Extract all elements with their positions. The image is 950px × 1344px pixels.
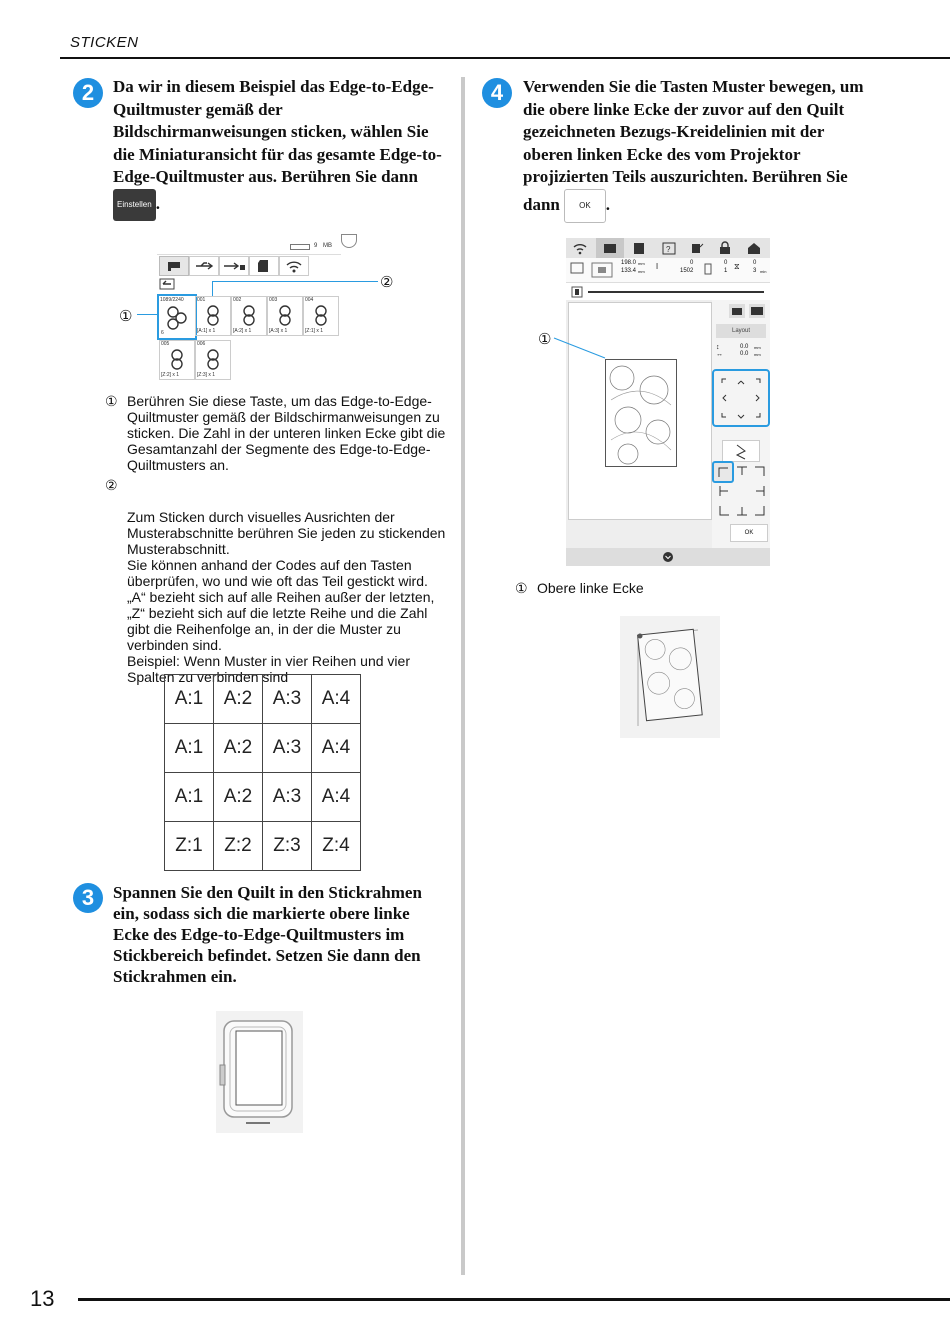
table-cell: A:2: [214, 724, 263, 773]
color-current: 0: [724, 260, 728, 266]
table-cell: A:1: [165, 724, 214, 773]
needle-icon: ǀ: [656, 262, 659, 271]
thumbnail-label: [A:2] x 1: [233, 328, 252, 334]
step-2-text: Da wir in diesem Beispiel das Edge-to-Edge-Quiltmuster gemäß der Bildschirmanweisungen sticken, wählen Sie die Miniaturansicht für das gesamte Edge-to-Edge-Quiltmuster aus. Berühren Sie dann: [113, 77, 442, 186]
wifi-icon[interactable]: [572, 241, 588, 255]
offset-x-unit: mm: [754, 352, 761, 357]
corner-bottom-left-icon[interactable]: [716, 503, 732, 519]
table-cell: A:1: [165, 773, 214, 822]
quilt-pattern-icon: [276, 304, 294, 326]
sd-card-icon: [250, 257, 278, 275]
info-row: [566, 258, 770, 283]
callout-1: ①: [119, 308, 133, 325]
thumbnail-row-1: [157, 294, 341, 338]
tab-sd-card[interactable]: [249, 256, 279, 276]
thumbnail-004[interactable]: [303, 296, 339, 336]
table-cell: Z:3: [263, 822, 312, 871]
hourglass-icon: ⧖: [734, 262, 740, 271]
stitch-total: 1502: [680, 268, 694, 274]
thumbnail-label: [A:1] x 1: [197, 328, 216, 334]
note-1-text: Berühren Sie diese Taste, um das Edge-to-Edge-Quiltmuster gemäß der Bildschirmanweisungen zu sticken. Die Zahl in der unteren linken Ecke gibt die Gesamtanzahl der Segmente des Edge-to-Edge-Quiltmusters an.: [127, 393, 446, 473]
thumbnail-code: 001: [197, 297, 206, 303]
time-current: 0: [753, 260, 757, 266]
document-icon[interactable]: [632, 242, 646, 255]
callout-1-step4: ①: [538, 331, 552, 348]
offset-x-value: 0.0: [740, 351, 749, 357]
thumbnail-003[interactable]: [267, 296, 303, 336]
table-cell: A:1: [165, 675, 214, 724]
stitch-current: 0: [690, 260, 694, 266]
time-unit: min: [760, 269, 767, 274]
table-cell: Z:2: [214, 822, 263, 871]
tab-usb-2[interactable]: [219, 256, 249, 276]
projected-pattern-icon: [620, 616, 720, 738]
back-icon[interactable]: [159, 278, 175, 290]
svg-text:?: ?: [666, 245, 671, 254]
thumbnail-label: [Z:1] x 1: [305, 328, 324, 334]
projector-button[interactable]: [749, 304, 765, 318]
middle-right-icon[interactable]: [752, 483, 768, 499]
memory-gauge-icon: [290, 244, 310, 250]
zigzag-icon: [723, 441, 759, 461]
step-3-text: Spannen Sie den Quilt in den Stickrahmen ein, sodass sich die markierte obere linke Ecke des Edge-to-Edge-Quiltmusters im Stickbereich befindet. Setzen Sie dann den Stickrahmen ein.: [113, 883, 422, 986]
einstellen-button[interactable]: Einstellen: [113, 189, 156, 222]
chevron-down-icon[interactable]: [341, 234, 357, 248]
stitch-progress-bar[interactable]: [588, 291, 764, 293]
quilt-pattern-icon: [168, 348, 186, 370]
thumbnail-005[interactable]: [159, 340, 195, 380]
top-center-icon[interactable]: [734, 463, 750, 479]
corner-bottom-right-icon[interactable]: [752, 503, 768, 519]
note-step4-number: ①: [515, 580, 528, 596]
offset-y-value: 0.0: [740, 344, 749, 350]
usb-lock-icon: [220, 257, 248, 275]
stitch-bar-icon: [570, 286, 584, 298]
pattern-selection-screen: [157, 238, 341, 383]
step-4-text: Verwenden Sie die Tasten Muster bewegen, um die obere linke Ecke der zuvor auf den Quilt gezeichneten Bezugs-Kreidelinien mit der oberen linken Ecke des vom Projektor projizierten Teils auszurichten. Berühren Sie dann: [523, 77, 864, 214]
chevron-down-icon[interactable]: [662, 551, 674, 563]
step-4-instruction: [523, 76, 868, 223]
page-number: 13: [30, 1286, 55, 1311]
thread-icon[interactable]: [690, 242, 704, 255]
header-rule: [60, 57, 950, 59]
embroidery-area: [568, 302, 712, 520]
callout-1-step4-line: [553, 336, 608, 361]
note-2: [105, 477, 450, 701]
table-cell: A:2: [214, 675, 263, 724]
table-cell: A:3: [263, 773, 312, 822]
wifi-icon: [280, 257, 308, 275]
width-value: 198.0: [621, 260, 637, 266]
section-header: STICKEN: [70, 34, 139, 51]
embroidery-frame-illustration: [216, 1011, 303, 1133]
table-cell: A:4: [312, 675, 361, 724]
camera-view-button[interactable]: [729, 304, 745, 318]
table-cell: Z:1: [165, 822, 214, 871]
step-2-instruction: [113, 76, 453, 221]
ok-button[interactable]: OK: [564, 189, 606, 224]
offset-y-unit: mm: [754, 345, 761, 350]
home-icon[interactable]: [747, 241, 761, 255]
tab-wireless[interactable]: [279, 256, 309, 276]
table-cell: A:3: [263, 724, 312, 773]
usb-icon: [190, 257, 218, 275]
note-step4: [515, 580, 815, 596]
thumbnail-full-pattern[interactable]: [157, 294, 197, 340]
thumbnail-label: [Z:2] x 1: [161, 372, 180, 378]
table-row: [165, 675, 361, 724]
corner-top-left-icon: [714, 463, 732, 481]
note-1: [105, 393, 450, 473]
middle-left-icon[interactable]: [716, 483, 732, 499]
horizontal-arrow-icon: ↔: [716, 351, 723, 358]
lock-icon[interactable]: [718, 241, 732, 255]
callout-2: ②: [380, 274, 394, 291]
table-row: [165, 724, 361, 773]
table-row: [165, 773, 361, 822]
stitch-direction-button[interactable]: [722, 440, 760, 462]
tab-machine-memory[interactable]: [159, 256, 189, 276]
thumbnail-code: 003: [269, 297, 278, 303]
callout-2-line: [212, 281, 378, 282]
hoop-icon: [590, 261, 614, 279]
memory-unit: MB: [323, 243, 332, 249]
spool-icon: [704, 263, 712, 275]
status-bar: [157, 238, 341, 255]
frame-size-icon: [570, 261, 584, 275]
row-order-table: [164, 674, 361, 871]
color-total: 1: [724, 268, 728, 274]
table-cell: A:3: [263, 675, 312, 724]
layout-screen: [566, 238, 770, 566]
step-4-badge: 4: [482, 78, 512, 108]
move-arrows-icon: [714, 371, 768, 425]
table-cell: Z:4: [312, 822, 361, 871]
thumbnail-002[interactable]: [231, 296, 267, 336]
note-step4-text: Obere linke Ecke: [537, 580, 644, 596]
segment-count: 6: [161, 330, 164, 336]
flower-pattern-icon: [606, 360, 676, 466]
top-toolbar: [566, 238, 770, 258]
thumbnail-code: 004: [305, 297, 314, 303]
pattern-preview: [605, 359, 677, 467]
bottom-center-icon[interactable]: [734, 503, 750, 519]
move-pattern-keys: [712, 369, 770, 427]
thumbnail-code: 006: [197, 341, 206, 347]
top-left-corner-button[interactable]: [712, 461, 734, 483]
screen-ok-button[interactable]: OK: [730, 524, 768, 542]
layout-button[interactable]: Layout: [716, 324, 766, 338]
step-2-trailing: .: [155, 193, 160, 213]
thumbnail-code: 1089/2240: [160, 297, 184, 303]
thumbnail-001[interactable]: [195, 296, 231, 336]
thumbnail-label: [A:3] x 1: [269, 328, 288, 334]
quilt-pattern-icon: [165, 304, 189, 330]
note-2-text: Zum Sticken durch visuelles Ausrichten der Musterabschnitte berühren Sie jeden zu stickenden Musterabschnitt. Sie können anhand der Codes auf den Tasten überprüfen, wo und wie oft das Teil gestickt wird. „A“ bezieht sich auf alle Reihen außer der letzten, „Z“ bezieht sich auf die letzte Reihe und die Zahl gibt die Reihenfolge an, in der die Muster zu verbinden sind. Beispiel: Wenn Muster in vier Reihen und vier Spalten zu verbinden sind: [127, 509, 446, 685]
vertical-arrow-icon: ↕: [716, 344, 720, 351]
column-divider: [461, 77, 465, 1275]
sewing-machine-icon: [160, 257, 188, 275]
width-unit: mm: [638, 261, 645, 266]
bottom-bar: [566, 548, 770, 566]
quilt-pattern-icon: [240, 304, 258, 326]
quilt-pattern-icon: [204, 348, 222, 370]
note-2-number: ②: [105, 477, 118, 493]
tab-camera[interactable]: [596, 238, 624, 258]
camera-icon: [596, 238, 624, 258]
help-icon[interactable]: [662, 242, 676, 255]
callout-2-line-down: [212, 281, 213, 296]
right-control-panel: [712, 300, 770, 548]
projected-quilt-illustration: [620, 616, 720, 738]
quilt-pattern-icon: [204, 304, 222, 326]
table-row: [165, 822, 361, 871]
step-4-trailing: .: [605, 194, 610, 214]
thumbnail-code: 005: [161, 341, 170, 347]
projector-icon: [749, 304, 765, 318]
thumbnail-code: 002: [233, 297, 242, 303]
height-unit: mm: [638, 269, 645, 274]
thumbnail-label: [Z:3] x 1: [197, 372, 216, 378]
time-total: 3: [753, 268, 757, 274]
table-cell: A:2: [214, 773, 263, 822]
note-1-number: ①: [105, 393, 118, 409]
quilt-pattern-icon: [312, 304, 330, 326]
footer-rule: [78, 1298, 950, 1301]
corner-top-right-icon[interactable]: [752, 463, 768, 479]
callout-1-line: [137, 314, 157, 315]
camera-icon: [729, 304, 745, 318]
table-cell: A:4: [312, 724, 361, 773]
step-3-badge: 3: [73, 883, 103, 913]
embroidery-frame-icon: [216, 1011, 303, 1133]
thumbnail-006[interactable]: [195, 340, 231, 380]
height-value: 133.4: [621, 268, 637, 274]
table-cell: A:4: [312, 773, 361, 822]
tab-usb-1[interactable]: [189, 256, 219, 276]
step-2-badge: 2: [73, 78, 103, 108]
memory-value: 9: [314, 243, 318, 249]
